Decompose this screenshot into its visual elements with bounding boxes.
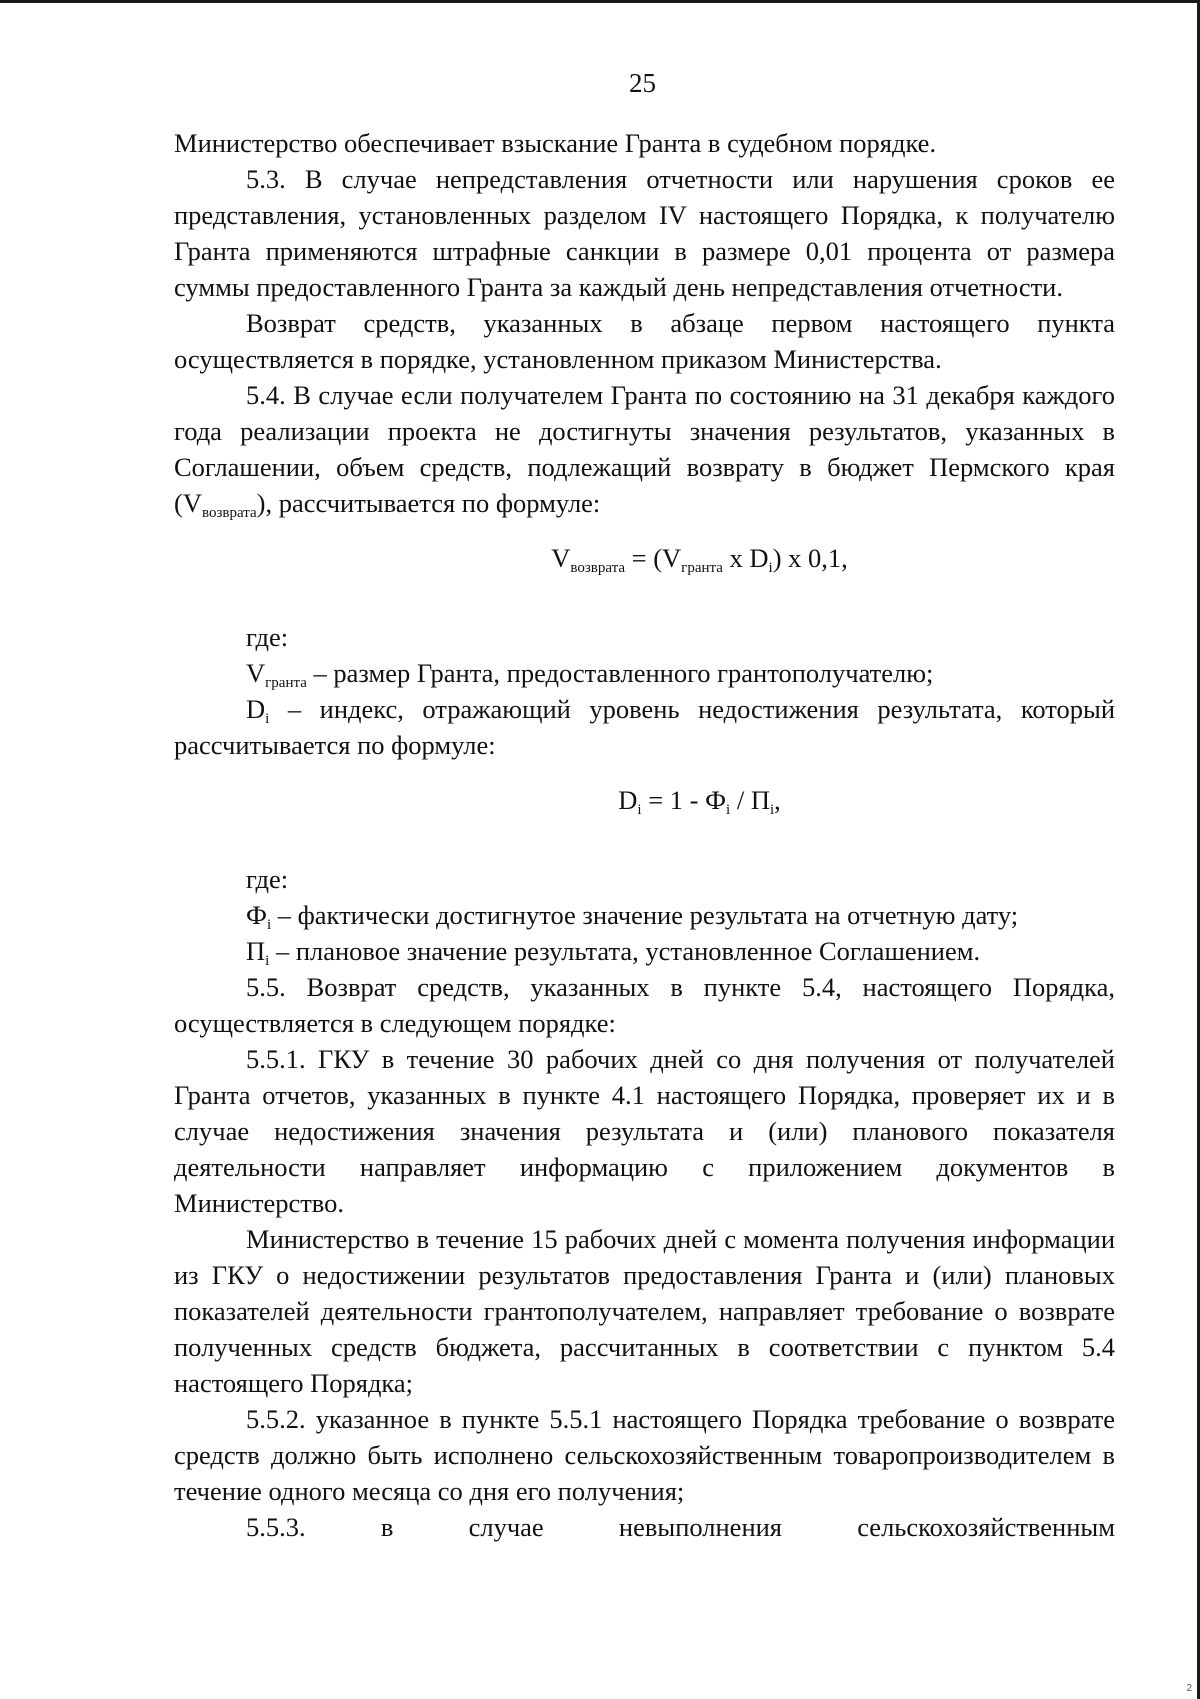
page-number: 25 (629, 68, 656, 98)
formula-symbol: = 1 - Ф (641, 785, 727, 815)
formula-symbol: D (618, 785, 638, 815)
formula-subscript: i (768, 560, 773, 576)
definition-f-i (174, 897, 1115, 933)
paragraph-5-3: 5.3. В случае непредставления отчетности или нарушения сроков ее представления, установленных разделом IV настоящего Порядка, к получателю Гранта применяются штрафные санкции в размере 0,01 процента от размера суммы предоставленного Гранта за каждый день непредставления отчетности. (174, 164, 1115, 302)
paragraph-5-5-2: 5.5.2. указанное в пункте 5.5.1 настоящего Порядка требование о возврате средств должно быть исполнено сельскохозяйственным товаропроизводителем в течение одного месяца со дня его получения; (174, 1404, 1115, 1506)
paragraph-court-recovery: Министерство обеспечивает взыскание Гранта в судебном порядке. (174, 128, 937, 158)
paragraph-5-5: 5.5. Возврат средств, указанных в пункте 5.4, настоящего Порядка, осуществляется в следующем порядке: (174, 972, 1115, 1038)
subscript-vozvrata: возврата (201, 505, 257, 521)
formula-symbol: , (774, 785, 781, 815)
definition-text: – индекс, отражающий уровень недостижения результата, который рассчитывается по формуле: (174, 694, 1115, 760)
formula-symbol: ) x 0,1, (772, 543, 848, 573)
paragraph-5-4-tail: ), рассчитывается по формуле: (256, 488, 601, 518)
definition-p-i (174, 933, 1115, 969)
corner-mark: 2 (1186, 1683, 1192, 1694)
definition-d-i (174, 691, 1115, 763)
definition-subscript: i (266, 917, 272, 933)
where-label-1: где: (246, 622, 289, 652)
formula-symbol: / П (730, 785, 770, 815)
paragraph-refund-procedure: Возврат средств, указанных в абзаце первом настоящего пункта осуществляется в порядке, установленном приказом Министерства. (174, 308, 1115, 374)
formula-symbol: = (V (625, 543, 682, 573)
paragraph-5-4-text: 5.4. В случае если получателем Гранта по состоянию на 31 декабря каждого года реализации проекта не достигнуты значения результатов, указанных в Соглашении, объем средств, подлежащий возврату в бюджет Пермского края (V (174, 380, 1115, 518)
definition-v-granta (174, 655, 1115, 691)
formula-d-i (174, 782, 1115, 818)
definition-text: – размер Гранта, предоставленного грантополучателю; (306, 658, 934, 688)
formula-subscript: i (769, 802, 775, 818)
definition-symbol: D (246, 694, 266, 724)
paragraph-5-4 (174, 377, 1115, 521)
formula-subscript: i (726, 802, 731, 818)
paragraph-5-5-3: 5.5.3. в случае невыполнения сельскохозяйственным (246, 1512, 1115, 1542)
definition-text: – фактически достигнутое значение результата на отчетную дату; (271, 900, 1019, 930)
formula-subscript: возврата (570, 560, 625, 576)
formula-symbol: x D (722, 543, 769, 573)
definition-symbol: V (246, 658, 266, 688)
definition-symbol: П (246, 936, 266, 966)
paragraph-ministry-demand: Министерство в течение 15 рабочих дней с момента получения информации из ГКУ о недостижении результатов предоставления Гранта и (или) плановых показателей деятельности грантополучателем, направляет требование о возврате полученных средств бюджета, рассчитанных в соответствии с пунктом 5.4 настоящего Порядка; (174, 1224, 1115, 1398)
definition-subscript: гранта (265, 675, 307, 691)
formula-subscript: i (637, 802, 642, 818)
formula-v-vozvrata (174, 540, 1115, 576)
paragraph-5-5-1: 5.5.1. ГКУ в течение 30 рабочих дней со дня получения от получателей Гранта отчетов, указанных в пункте 4.1 настоящего Порядка, проверяет их и в случае недостижения значения результата и (или) планового показателя деятельности направляет информацию с приложением документов в Министерство. (174, 1044, 1115, 1218)
where-label-2: где: (246, 864, 289, 894)
definition-subscript: i (265, 711, 270, 727)
definition-subscript: i (265, 953, 270, 969)
definition-text: – плановое значение результата, установленное Соглашением. (269, 936, 981, 966)
definition-symbol: Ф (246, 900, 267, 930)
formula-subscript: гранта (681, 560, 723, 576)
document-body (174, 125, 1115, 1545)
formula-symbol: V (551, 543, 571, 573)
